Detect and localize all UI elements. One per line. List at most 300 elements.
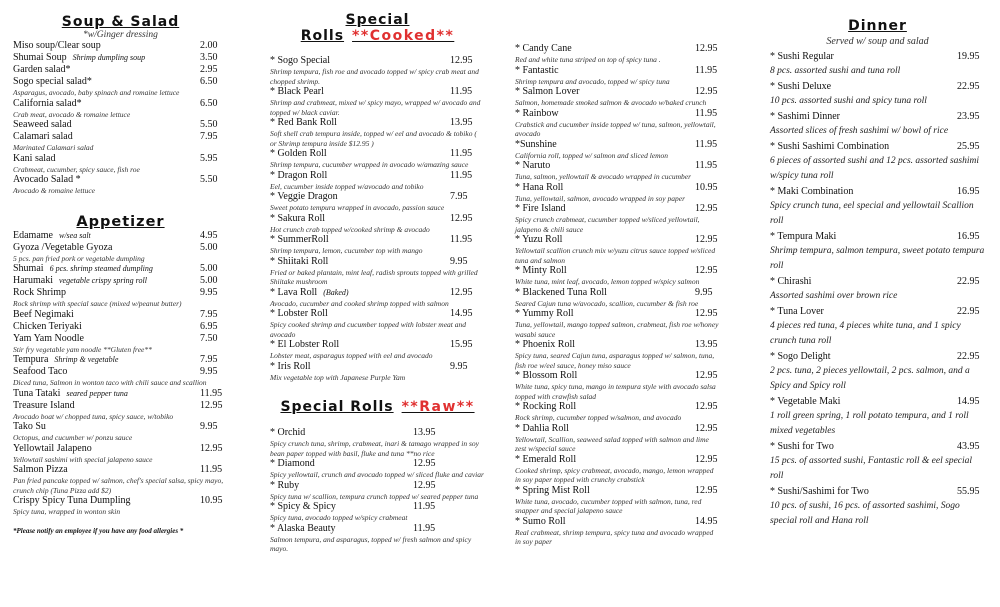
soup-salad-title: Soup & Salad <box>61 14 180 30</box>
item-name: * Rainbow <box>515 107 559 119</box>
item-price: 3.50 <box>200 52 218 63</box>
item-price: 10.95 <box>695 181 718 193</box>
menu-item <box>13 309 228 321</box>
item-description: 4 pieces red tuna, 4 pieces white tuna, and 1 spicy crunch tuna roll <box>770 321 961 346</box>
item-price: 5.00 <box>200 263 218 274</box>
item-name: * Rocking Roll <box>515 401 577 412</box>
item-name: Calamari salad <box>13 131 73 142</box>
item-price: 11.95 <box>695 64 718 76</box>
menu-item <box>515 401 720 413</box>
item-name: * Vegetable Maki <box>770 396 841 407</box>
menu-item <box>13 263 228 275</box>
menu-item <box>270 191 485 203</box>
menu-item <box>515 160 720 172</box>
column-special-rolls <box>270 0 485 554</box>
menu-item <box>515 454 720 466</box>
item-price: 11.95 <box>413 522 436 534</box>
item-description: Stir fry vegetable yam noodle **Gluten free** <box>13 344 152 354</box>
item-price: 12.95 <box>450 55 473 66</box>
item-description: Pan fried pancake topped w/ salmon, chef's special salsa, spicy mayo, crunch chip (Tuna Pizza add $2) <box>13 476 224 495</box>
item-name: *Sunshine <box>515 138 557 150</box>
item-inline-desc: seared pepper tuna <box>66 388 128 398</box>
menu-item <box>515 485 720 497</box>
item-price: 13.95 <box>413 427 436 438</box>
menu-item <box>270 308 485 320</box>
item-name: Garden salad* <box>13 64 71 75</box>
item-description: Crabstick and cucumber inside topped w/ tuna, salmon, yellowtail, avocado <box>515 119 716 138</box>
item-name: * Blossom Roll <box>515 370 578 381</box>
item-price: 9.95 <box>200 287 218 298</box>
item-price: 23.95 <box>957 111 980 122</box>
item-name: California salad* <box>13 97 82 109</box>
item-description: Shrimp and crabmeat, mixed w/ spicy mayo, wrapped w/ avocado and topped w/ black caviar. <box>270 98 481 117</box>
item-price: 7.95 <box>450 191 468 202</box>
column-dinner <box>770 0 985 529</box>
menu-item <box>13 443 228 455</box>
item-name: * El Lobster Roll <box>270 339 340 350</box>
menu-item <box>770 349 985 364</box>
item-name: * Sumo Roll <box>515 515 566 527</box>
item-name: * Maki Combination <box>770 186 854 197</box>
item-description: Spicy tuna w/ scallion, tempura crunch topped w/ seared pepper tuna <box>270 491 479 501</box>
menu-item <box>515 203 720 215</box>
item-name: Tempura <box>13 354 49 365</box>
menu-item <box>270 339 485 351</box>
item-inline-desc: Shrimp & vegetable <box>54 355 119 364</box>
item-name: * Iris Roll <box>270 360 311 372</box>
menu-item <box>270 256 485 268</box>
item-description: Real crabmeat, shrimp tempura, spicy tuna and avocado wrapped in soy paper <box>515 527 714 546</box>
item-price: 5.00 <box>200 241 218 253</box>
item-price: 43.95 <box>957 441 980 452</box>
item-description: Cooked shrimp, spicy crabmeat, avocado, mango, lemon wrapped in soy paper topped with crunchy crabstick <box>515 465 714 484</box>
item-description: Tuna, salmon, yellowtail & avocado wrapped in cucumber <box>515 172 692 181</box>
appetizer-title: Appetizer <box>76 213 165 230</box>
item-description: White tuna, mint leaf, avocado, lemon topped w/spicy salmon <box>515 277 700 286</box>
column-more-rolls <box>515 0 720 547</box>
item-name: * Spring Mist Roll <box>515 484 590 496</box>
soup-salad-subtitle: *w/Ginger dressing <box>83 30 158 40</box>
item-description: Rock shrimp with special sauce (mixed w/peanut butter) <box>13 299 182 308</box>
item-price: 22.95 <box>957 306 980 317</box>
item-name: * Blackened Tuna Roll <box>515 286 607 298</box>
item-price: 14.95 <box>695 515 718 527</box>
menu-item <box>13 242 228 254</box>
item-description: Crabmeat, cucumber, spicy sauce, fish roe <box>13 164 140 174</box>
item-name: Shumai <box>13 263 44 274</box>
item-name: * Lobster Roll <box>270 308 328 319</box>
item-name: * Fire Island <box>515 203 566 214</box>
item-description: 1 roll green spring, 1 roll potato tempura, and 1 roll mixed vegetables <box>770 411 969 436</box>
item-inline-desc: vegetable crispy spring roll <box>59 276 147 285</box>
item-description: Marinated Calamari salad <box>13 143 94 152</box>
item-price: 11.95 <box>413 501 436 512</box>
menu-item <box>515 108 720 120</box>
item-price: 5.00 <box>200 275 218 286</box>
item-price: 22.95 <box>957 351 980 362</box>
dinner-list <box>770 49 985 529</box>
item-name: * Spicy & Spicy <box>270 501 336 512</box>
item-description: 8 pcs. assorted sushi and tuna roll <box>770 66 901 76</box>
item-name: * Dragon Roll <box>270 169 328 181</box>
item-price: 11.95 <box>695 138 718 150</box>
menu-item <box>13 388 228 400</box>
item-name: Chicken Teriyaki <box>13 320 82 332</box>
item-description: Yellowtail, Scallion, seaweed salad topped with salmon and lime zest w/special sauce <box>515 434 709 453</box>
item-name: * SummerRoll <box>270 234 329 245</box>
item-price: 9.95 <box>200 421 218 432</box>
menu-item <box>770 49 985 64</box>
item-description: Diced tuna, Salmon in wonton taco with chili sauce and scallion <box>13 378 207 387</box>
menu-item <box>770 394 985 409</box>
item-price: 14.95 <box>450 308 473 319</box>
menu-item <box>515 370 720 382</box>
column-soup-appetizer <box>13 0 228 535</box>
item-name: * Sushi Deluxe <box>770 81 832 92</box>
raw-title-text: Special Rolls <box>280 399 394 415</box>
item-description: Spicy yellowtail, crunch and avocado topped w/ sliced fluke and caviar <box>270 470 484 479</box>
item-name: Kani salad <box>13 152 56 164</box>
item-price: 9.95 <box>450 360 468 372</box>
item-price: 15.95 <box>450 339 473 350</box>
menu-item <box>13 153 228 165</box>
item-price: 10.95 <box>200 495 223 506</box>
menu-item <box>13 464 228 476</box>
menu-item <box>515 234 720 246</box>
item-name: * Ruby <box>270 479 300 491</box>
item-price: 12.95 <box>695 308 718 319</box>
item-description: 15 pcs. of assorted sushi, Fantastic roll & eel special roll <box>770 456 973 481</box>
item-price: 12.95 <box>695 370 718 381</box>
raw-tag: **Raw** <box>401 399 475 415</box>
item-description: Assorted slices of fresh sashimi w/ bowl of rice <box>770 126 949 136</box>
item-price: 12.95 <box>450 286 473 298</box>
item-price: 5.50 <box>200 119 218 130</box>
item-description: Spicy crunch crabmeat, cucumber topped w/sliced yellowtail, jalapeno & chili sauce <box>515 215 700 234</box>
item-description: Spicy tuna, avocado topped w/spicy crabmeat <box>270 513 408 522</box>
item-description: Yellowtail sashimi with special jalapeno sauce <box>13 454 153 464</box>
item-name: * Shiitaki Roll <box>270 255 329 267</box>
item-description: Spicy cooked shrimp and cucumber topped with lobster meat and avocado <box>270 320 467 339</box>
menu-item <box>270 55 485 67</box>
item-price: 9.95 <box>450 255 468 267</box>
menu-item <box>13 495 228 507</box>
item-price: 12.95 <box>695 422 718 434</box>
menu-item <box>13 366 228 378</box>
item-description: California roll, topped w/ salmon and sliced lemon <box>515 150 669 160</box>
item-description: Shrimp tempura, salmon tempura, sweet potato tempura roll <box>770 246 985 271</box>
item-price: 11.95 <box>450 148 473 159</box>
item-name: * Emerald Roll <box>515 453 577 465</box>
item-description: Tuna, yellowtail, salmon, avocado wrapped in soy paper <box>515 193 685 203</box>
menu-item <box>770 304 985 319</box>
menu-item <box>270 117 485 129</box>
item-price: 19.95 <box>957 51 980 62</box>
item-price: 5.50 <box>200 174 218 185</box>
item-price: 22.95 <box>957 276 980 287</box>
item-name: * Candy Cane <box>515 43 572 54</box>
menu-item <box>13 64 228 76</box>
item-inline-desc: (Baked) <box>323 287 349 297</box>
item-description: Soft shell crab tempura inside, topped w/ eel and avocado & tobiko ( or Shrimp tempura inside $12.95 ) <box>270 129 477 148</box>
menu-item <box>515 86 720 98</box>
item-description: 10 pcs. of sushi, 16 pcs. of assorted sashimi, Sogo special roll and Hana roll <box>770 501 960 526</box>
menu-item <box>270 170 485 182</box>
item-price: 16.95 <box>957 231 980 242</box>
item-description: 10 pcs. assorted sushi and spicy tuna roll <box>770 96 927 106</box>
item-name: Crispy Spicy Tuna Dumpling <box>13 495 131 506</box>
item-price: 7.95 <box>200 354 218 365</box>
item-name: * Fantastic <box>515 64 559 76</box>
item-name: Salmon Pizza <box>13 464 68 475</box>
item-description: Avocado, cucumber and cooked shrimp topped with salmon <box>270 298 449 308</box>
item-name: Tako Su <box>13 421 46 432</box>
item-name: Miso soup/Clear soup <box>13 40 101 51</box>
item-description: White tuna, avocado, cucumber topped with salmon, tuna, red snapper and special jalapeno sauce <box>515 496 702 515</box>
item-name: * Tuna Lover <box>770 306 824 317</box>
item-description: Yellowtail scallion crunch mix w/yuzu citrus sauce topped w/sliced tuna and salmon <box>515 246 716 265</box>
item-price: 12.95 <box>450 212 473 224</box>
item-price: 12.95 <box>200 399 223 411</box>
item-price: 11.95 <box>200 464 223 475</box>
item-price: 11.95 <box>200 387 223 399</box>
menu-item <box>13 230 228 242</box>
item-name: * Sashimi Dinner <box>770 111 840 122</box>
item-name: * Sushi for Two <box>770 441 834 452</box>
item-inline-desc: w/sea salt <box>58 230 91 240</box>
item-name: * Naruto <box>515 160 551 171</box>
menu-item <box>13 98 228 110</box>
item-name: * Salmon Lover <box>515 86 580 97</box>
menu-item <box>515 182 720 194</box>
item-description: Fried or baked plantain, mint leaf, radish sprouts topped with grilled Shiitake mushroom <box>270 267 478 286</box>
item-inline-desc: Shrimp dumpling soup <box>72 53 146 62</box>
item-name: * Sogo Special <box>270 55 330 66</box>
menu-item <box>515 339 720 351</box>
item-price: 6.95 <box>200 320 218 332</box>
item-price: 11.95 <box>450 86 473 97</box>
item-price: 12.95 <box>695 203 718 214</box>
menu-item <box>515 287 720 299</box>
menu-item <box>515 139 720 151</box>
item-name: Tuna Tataki <box>13 387 61 399</box>
item-name: Beef Negimaki <box>13 308 74 320</box>
menu-item <box>515 65 720 77</box>
menu-item <box>13 174 228 186</box>
item-price: 16.95 <box>957 186 980 197</box>
item-price: 9.95 <box>695 286 713 298</box>
menu-item <box>515 265 720 277</box>
item-description: Shrimp tempura and avocado, topped w/ spicy tuna <box>515 76 670 86</box>
menu-item <box>515 308 720 320</box>
item-description: Octopus, and cucumber w/ ponzu sauce <box>13 433 133 442</box>
item-description: Asparagus, avocado, baby spinach and romaine lettuce <box>13 88 180 97</box>
menu-item <box>270 287 485 299</box>
item-price: 9.95 <box>200 366 218 377</box>
item-description: 2 pcs. tuna, 2 pieces yellowtail, 2 pcs. salmon, and a Spicy and Spicy roll <box>770 366 970 391</box>
menu-item <box>13 76 228 88</box>
menu-item <box>770 184 985 199</box>
menu-item <box>13 275 228 287</box>
item-price: 11.95 <box>450 234 473 245</box>
item-description: White tuna, spicy tuna, mango in tempura style with avocado salsa topped with crawfish salad <box>515 382 716 401</box>
item-price: 13.95 <box>450 117 473 128</box>
appetizer-list <box>13 230 228 517</box>
item-description: Sweet potato tempura wrapped in avocado, passion sauce <box>270 203 445 212</box>
item-name: * Yuzu Roll <box>515 234 563 245</box>
more-rolls-list <box>515 43 720 547</box>
menu-item <box>13 119 228 131</box>
item-price: 25.95 <box>957 141 980 152</box>
item-name: * Tempura Maki <box>770 231 837 242</box>
menu-item <box>270 148 485 160</box>
item-description: Salmon tempura, and asparagus, topped w/ fresh salmon and spicy mayo. <box>270 534 472 553</box>
menu-item <box>770 229 985 244</box>
item-description: Salmon, homemade smoked salmon & avocado w/baked crunch <box>515 98 707 107</box>
cooked-rolls-list <box>270 55 485 382</box>
item-name: Sogo special salad* <box>13 76 92 87</box>
item-price: 12.95 <box>695 265 718 276</box>
item-price: 13.95 <box>695 339 718 350</box>
item-description: Mix vegetable top with Japanese Purple Yam <box>270 372 406 382</box>
menu-item <box>770 139 985 154</box>
item-name: Yam Yam Noodle <box>13 332 84 344</box>
item-description: Assorted sashimi over brown rice <box>770 291 898 301</box>
menu-item <box>13 321 228 333</box>
item-name: Rock Shrimp <box>13 287 67 298</box>
menu-item <box>770 439 985 454</box>
item-description: Eel, cucumber inside topped w/avocado and tobiko <box>270 181 424 191</box>
item-name: * Sakura Roll <box>270 212 325 224</box>
item-price: 12.95 <box>695 484 718 496</box>
item-name: Treasure Island <box>13 399 75 411</box>
menu-item <box>13 131 228 143</box>
item-price: 7.95 <box>200 308 218 320</box>
item-name: * Orchid <box>270 427 306 438</box>
menu-item <box>770 484 985 499</box>
item-description: Seared Cajun tuna w/avocado, scallion, cucumber & fish roe <box>515 298 699 308</box>
item-price: 14.95 <box>957 396 980 407</box>
menu-item <box>515 516 720 528</box>
item-name: * Alaska Beauty <box>270 522 336 534</box>
dinner-title: Dinner <box>848 18 907 34</box>
item-description: Crab meat, avocado & romaine lettuce <box>13 109 131 119</box>
item-description: Red and white tuna striped on top of spicy tuna . <box>515 55 661 64</box>
item-price: 7.50 <box>200 332 218 344</box>
item-description: Avocado & romaine lettuce <box>13 186 95 195</box>
item-name: Seaweed salad <box>13 119 72 130</box>
cooked-title-text: Special Rolls <box>300 12 410 44</box>
item-name: * Sushi Regular <box>770 51 834 62</box>
item-name: Seafood Taco <box>13 366 68 377</box>
menu-item <box>13 333 228 345</box>
cooked-title <box>270 12 485 44</box>
menu-item <box>270 213 485 225</box>
item-price: 12.95 <box>695 453 718 465</box>
item-name: * Sushi/Sashimi for Two <box>770 486 869 497</box>
item-price: 2.95 <box>200 64 218 75</box>
item-name: Yellowtail Jalapeno <box>13 442 92 454</box>
item-price: 7.95 <box>200 131 218 142</box>
item-price: 6.50 <box>200 97 218 109</box>
allergy-note: *Please notify an employee if you have any food allergies * <box>13 526 184 535</box>
item-description: Avocado boat w/ chopped tuna, spicy sauce, w/tobiko <box>13 411 174 421</box>
menu-item <box>270 234 485 246</box>
item-name: * Phoenix Roll <box>515 339 576 350</box>
item-description: Rock shrimp, cucumber topped w/salmon, and avocado <box>515 413 682 422</box>
item-description: Shrimp tempura, cucumber wrapped in avocado w/amazing sauce <box>270 160 469 169</box>
item-description: 5 pcs. pan fried pork or vegetable dumpling <box>13 253 145 263</box>
item-name: * Minty Roll <box>515 265 567 276</box>
menu-item <box>270 501 485 513</box>
item-price: 22.95 <box>957 81 980 92</box>
menu-item <box>270 480 485 492</box>
item-price: 55.95 <box>957 486 980 497</box>
item-description: 6 pieces of assorted sushi and 12 pcs. assorted sashimi w/spicy tuna roll <box>770 156 979 181</box>
item-price: 12.95 <box>695 401 718 412</box>
menu-item <box>270 458 485 470</box>
item-description: Hot crunch crab topped w/cooked shrimp & avocado <box>270 224 430 234</box>
menu-item <box>515 43 720 55</box>
menu-item <box>13 287 228 299</box>
item-description: Lobster meat, asparagus topped with eel and avocado <box>270 351 433 360</box>
item-name: Harumaki <box>13 275 53 286</box>
item-name: * Sushi Sashimi Combination <box>770 141 890 152</box>
menu-item <box>515 423 720 435</box>
item-description: Spicy tuna, seared Cajun tuna, asparagus topped w/ salmon, tuna, fish roe w/eel sauce, honey miso sauce <box>515 351 715 370</box>
item-name: Avocado Salad * <box>13 174 81 185</box>
item-price: 12.95 <box>695 43 718 54</box>
cooked-tag: **Cooked** <box>352 28 455 44</box>
item-name: * Dahlia Roll <box>515 422 569 434</box>
menu-item <box>270 361 485 373</box>
item-description: Tuna, yellowtail, mango topped salmon, crabmeat, fish roe w/honey wasabi sauce <box>515 320 719 339</box>
raw-title <box>270 399 485 415</box>
item-price: 12.95 <box>695 86 718 97</box>
item-name: Gyoza /Vegetable Gyoza <box>13 241 113 253</box>
item-price: 12.95 <box>695 234 718 245</box>
menu-item <box>770 79 985 94</box>
menu-item <box>270 523 485 535</box>
item-description: Shrimp tempura, fish roe and avocado topped w/ spicy crab meat and chopped shrimp. <box>270 67 479 86</box>
menu-item <box>770 109 985 124</box>
item-price: 6.50 <box>200 76 218 87</box>
item-name: * Veggie Dragon <box>270 191 338 202</box>
item-price: 12.95 <box>413 458 436 469</box>
item-inline-desc: 6 pcs. shrimp steamed dumpling <box>49 264 153 273</box>
item-name: Edamame <box>13 229 53 241</box>
item-name: * Hana Roll <box>515 181 564 193</box>
menu-item <box>13 421 228 433</box>
item-name: * Lava Roll <box>270 286 318 298</box>
item-price: 11.95 <box>695 107 718 119</box>
item-name: * Black Pearl <box>270 86 324 97</box>
item-price: 12.95 <box>200 442 223 454</box>
item-name: * Sogo Delight <box>770 351 831 362</box>
item-price: 2.00 <box>200 40 218 51</box>
item-description: Spicy tuna, wrapped in wonton skin <box>13 507 121 516</box>
item-price: 4.95 <box>200 229 218 241</box>
item-price: 12.95 <box>413 479 436 491</box>
item-name: * Diamond <box>270 458 315 469</box>
item-name: * Yummy Roll <box>515 308 574 319</box>
menu-item <box>13 400 228 412</box>
item-name: Shumai Soup <box>13 52 67 63</box>
soup-salad-list <box>13 40 228 196</box>
item-price: 11.95 <box>695 160 718 171</box>
item-name: * Chirashi <box>770 276 812 287</box>
menu-item <box>270 86 485 98</box>
